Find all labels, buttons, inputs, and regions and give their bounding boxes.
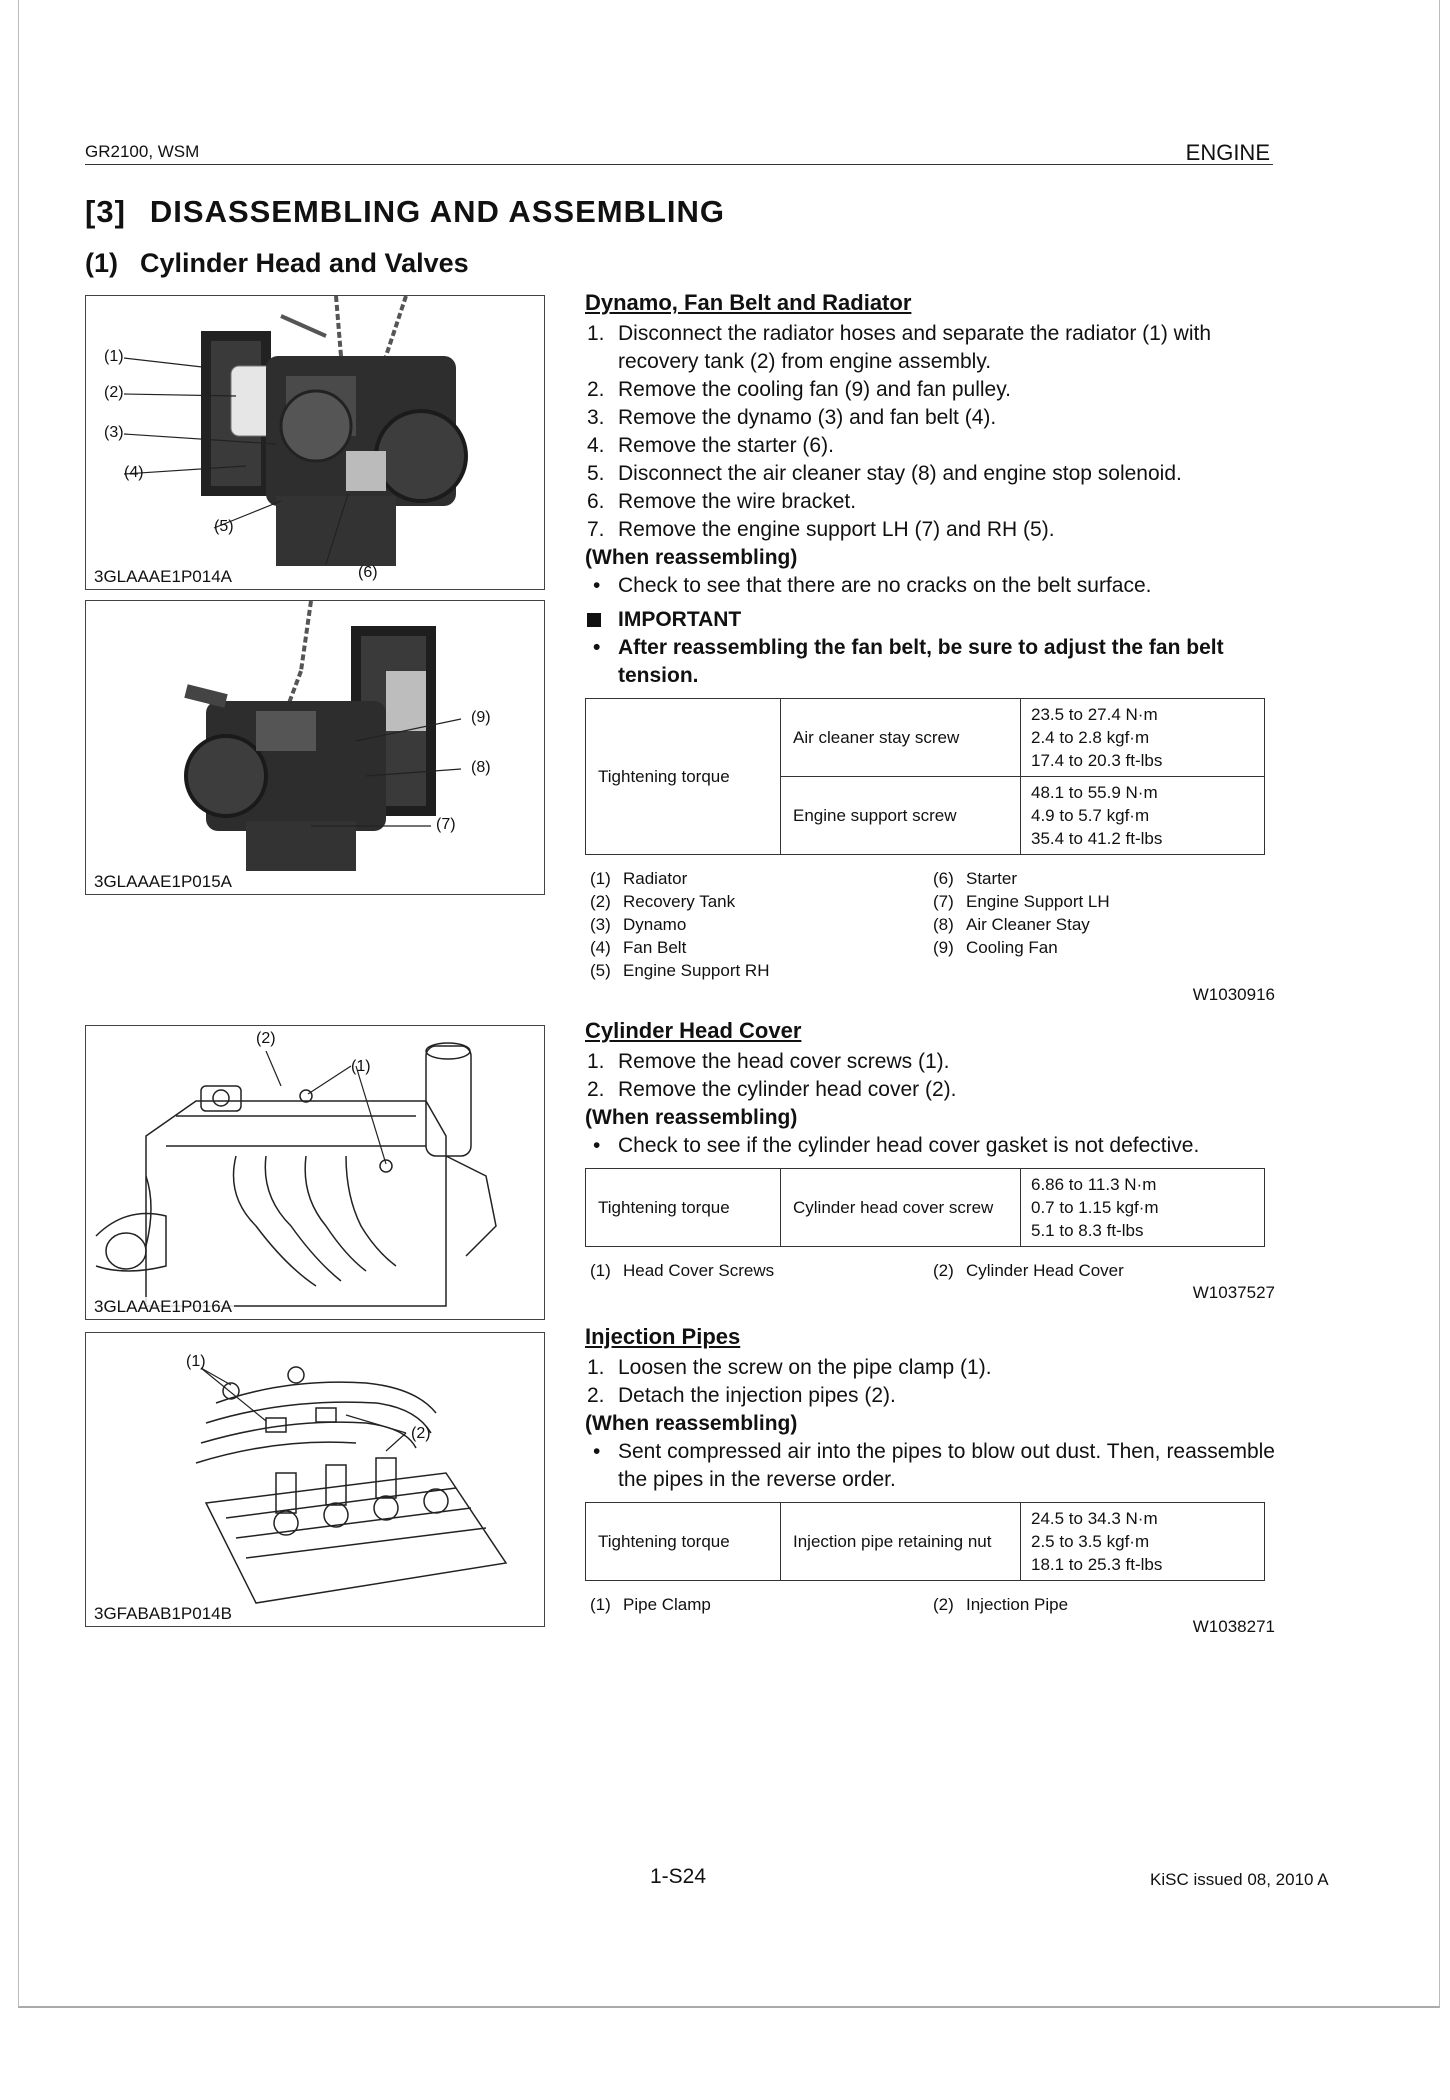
step-item: 2. Remove the cooling fan (9) and fan pulley. — [587, 378, 1012, 401]
step-item: 4. Remove the starter (6). — [587, 434, 834, 457]
torque-item: Engine support screw — [781, 777, 1021, 855]
chapter-number: [3] — [85, 194, 126, 229]
legend-item: (7) Engine Support LH — [933, 892, 1110, 911]
legend-item: (3) Dynamo — [590, 915, 687, 934]
torque-values: 6.86 to 11.3 N·m 0.7 to 1.15 kgf·m 5.1 to 8.3 ft-lbs — [1021, 1169, 1265, 1247]
step-item: 1. Disconnect the radiator hoses and separate the radiator (1) with recovery tank (2) from engine assembly. — [587, 322, 1211, 373]
step-list — [585, 320, 1275, 544]
legend-item: (5) Engine Support RH — [590, 961, 770, 980]
chapter-title — [85, 194, 725, 230]
callout-6: (6) — [358, 564, 378, 581]
important-note: • After reassembling the fan belt, be sure to adjust the fan belt tension. — [593, 636, 1224, 687]
header-section: ENGINE — [1185, 140, 1270, 165]
figure-code: 3GLAAAE1P015A — [94, 872, 232, 891]
callout-2: (2) — [104, 384, 124, 401]
reassembling-label: (When reassembling) — [585, 1412, 798, 1435]
callout-5: (5) — [214, 518, 234, 535]
section-dynamo-fan-belt-radiator — [585, 290, 1275, 1005]
parts-legend — [585, 867, 1275, 985]
engine-photo-illustration — [86, 296, 544, 589]
legend-item: (4) Fan Belt — [590, 938, 687, 957]
callout-9: (9) — [471, 709, 491, 726]
legend-item: (8) Air Cleaner Stay — [933, 915, 1090, 934]
step-list — [585, 1354, 1275, 1410]
section-text: Cylinder Head and Valves — [140, 248, 469, 278]
chapter-text: DISASSEMBLING AND ASSEMBLING — [149, 194, 726, 229]
callout-2: (2) — [411, 1425, 431, 1442]
section-cylinder-head-cover — [585, 1018, 1275, 1303]
callout-3: (3) — [104, 424, 124, 441]
parts-legend — [585, 1593, 1275, 1617]
torque-values: 48.1 to 55.9 N·m 4.9 to 5.7 kgf·m 35.4 to 41.2 ft-lbs — [1021, 777, 1265, 855]
figure-code: 3GLAAAE1P014A — [94, 567, 232, 586]
section-number: (1) — [85, 248, 118, 278]
legend-item: (2) Cylinder Head Cover — [933, 1261, 1124, 1280]
header-rule — [85, 164, 1273, 165]
legend-item: (9) Cooling Fan — [933, 938, 1058, 957]
figure-code: 3GLAAAE1P016A — [94, 1297, 232, 1316]
figure-engine-fan — [85, 600, 545, 895]
reference-code: W1037527 — [1192, 1283, 1275, 1302]
section-heading: Dynamo, Fan Belt and Radiator — [585, 290, 912, 315]
figure-engine-radiator — [85, 295, 545, 590]
figure-code: 3GFABAB1P014B — [94, 1604, 232, 1623]
torque-table — [585, 1502, 1265, 1581]
torque-item: Injection pipe retaining nut — [781, 1503, 1021, 1581]
reassembling-label: (When reassembling) — [585, 546, 798, 569]
section-heading: Cylinder Head Cover — [585, 1018, 802, 1043]
legend-item: (1) Radiator — [590, 869, 688, 888]
step-item: 2. Detach the injection pipes (2). — [587, 1384, 896, 1407]
reassembling-note: • Check to see if the cylinder head cover gasket is not defective. — [593, 1134, 1200, 1157]
callout-1: (1) — [186, 1353, 206, 1370]
section-heading: Injection Pipes — [585, 1324, 741, 1349]
legend-item: (6) Starter — [933, 869, 1018, 888]
torque-table — [585, 698, 1265, 855]
reassembling-note: • Check to see that there are no cracks on the belt surface. — [593, 574, 1152, 597]
callout-2: (2) — [256, 1030, 276, 1047]
engine-photo-illustration — [86, 601, 544, 894]
injection-pipes-line-drawing — [86, 1333, 544, 1626]
section-injection-pipes — [585, 1324, 1275, 1637]
reference-code: W1030916 — [1192, 985, 1275, 1004]
page-number: 1-S24 — [650, 1865, 707, 1888]
torque-label: Tightening torque — [586, 1503, 781, 1581]
reassembling-note: • Sent compressed air into the pipes to blow out dust. Then, reassemble the pipes in the reverse order. — [593, 1440, 1275, 1491]
parts-legend — [585, 1259, 1275, 1283]
figure-head-cover — [85, 1025, 545, 1320]
step-item: 6. Remove the wire bracket. — [587, 490, 857, 513]
torque-item: Cylinder head cover screw — [781, 1169, 1021, 1247]
legend-item: (1) Head Cover Screws — [590, 1261, 775, 1280]
section-title — [85, 248, 469, 279]
important-label: IMPORTANT — [585, 606, 1275, 634]
step-item: 7. Remove the engine support LH (7) and RH (5). — [587, 518, 1055, 541]
callout-7: (7) — [436, 816, 456, 833]
callout-1: (1) — [351, 1058, 371, 1075]
reference-code: W1038271 — [1192, 1617, 1275, 1636]
legend-item: (2) Recovery Tank — [590, 892, 736, 911]
torque-table — [585, 1168, 1265, 1247]
torque-values: 24.5 to 34.3 N·m 2.5 to 3.5 kgf·m 18.1 to 25.3 ft-lbs — [1021, 1503, 1265, 1581]
head-cover-line-drawing — [86, 1026, 544, 1319]
figure-injection-pipes — [85, 1332, 545, 1627]
callout-4: (4) — [124, 464, 144, 481]
step-item: 2. Remove the cylinder head cover (2). — [587, 1078, 957, 1101]
important-square-icon — [587, 613, 601, 627]
legend-item: (1) Pipe Clamp — [590, 1595, 711, 1614]
reassembling-label: (When reassembling) — [585, 1106, 798, 1129]
callout-8: (8) — [471, 759, 491, 776]
torque-values: 23.5 to 27.4 N·m 2.4 to 2.8 kgf·m 17.4 to 20.3 ft-lbs — [1021, 699, 1265, 777]
callout-1: (1) — [104, 348, 124, 365]
torque-label: Tightening torque — [586, 1169, 781, 1247]
legend-item: (2) Injection Pipe — [933, 1595, 1069, 1614]
header-model: GR2100, WSM — [85, 142, 200, 161]
step-list — [585, 1048, 1275, 1104]
step-item: 5. Disconnect the air cleaner stay (8) and engine stop solenoid. — [587, 462, 1182, 485]
step-item: 1. Loosen the screw on the pipe clamp (1). — [587, 1356, 992, 1379]
step-item: 3. Remove the dynamo (3) and fan belt (4). — [587, 406, 997, 429]
torque-item: Air cleaner stay screw — [781, 699, 1021, 777]
torque-label: Tightening torque — [586, 699, 781, 855]
issue-info: KiSC issued 08, 2010 A — [1150, 1870, 1329, 1889]
step-item: 1. Remove the head cover screws (1). — [587, 1050, 950, 1073]
